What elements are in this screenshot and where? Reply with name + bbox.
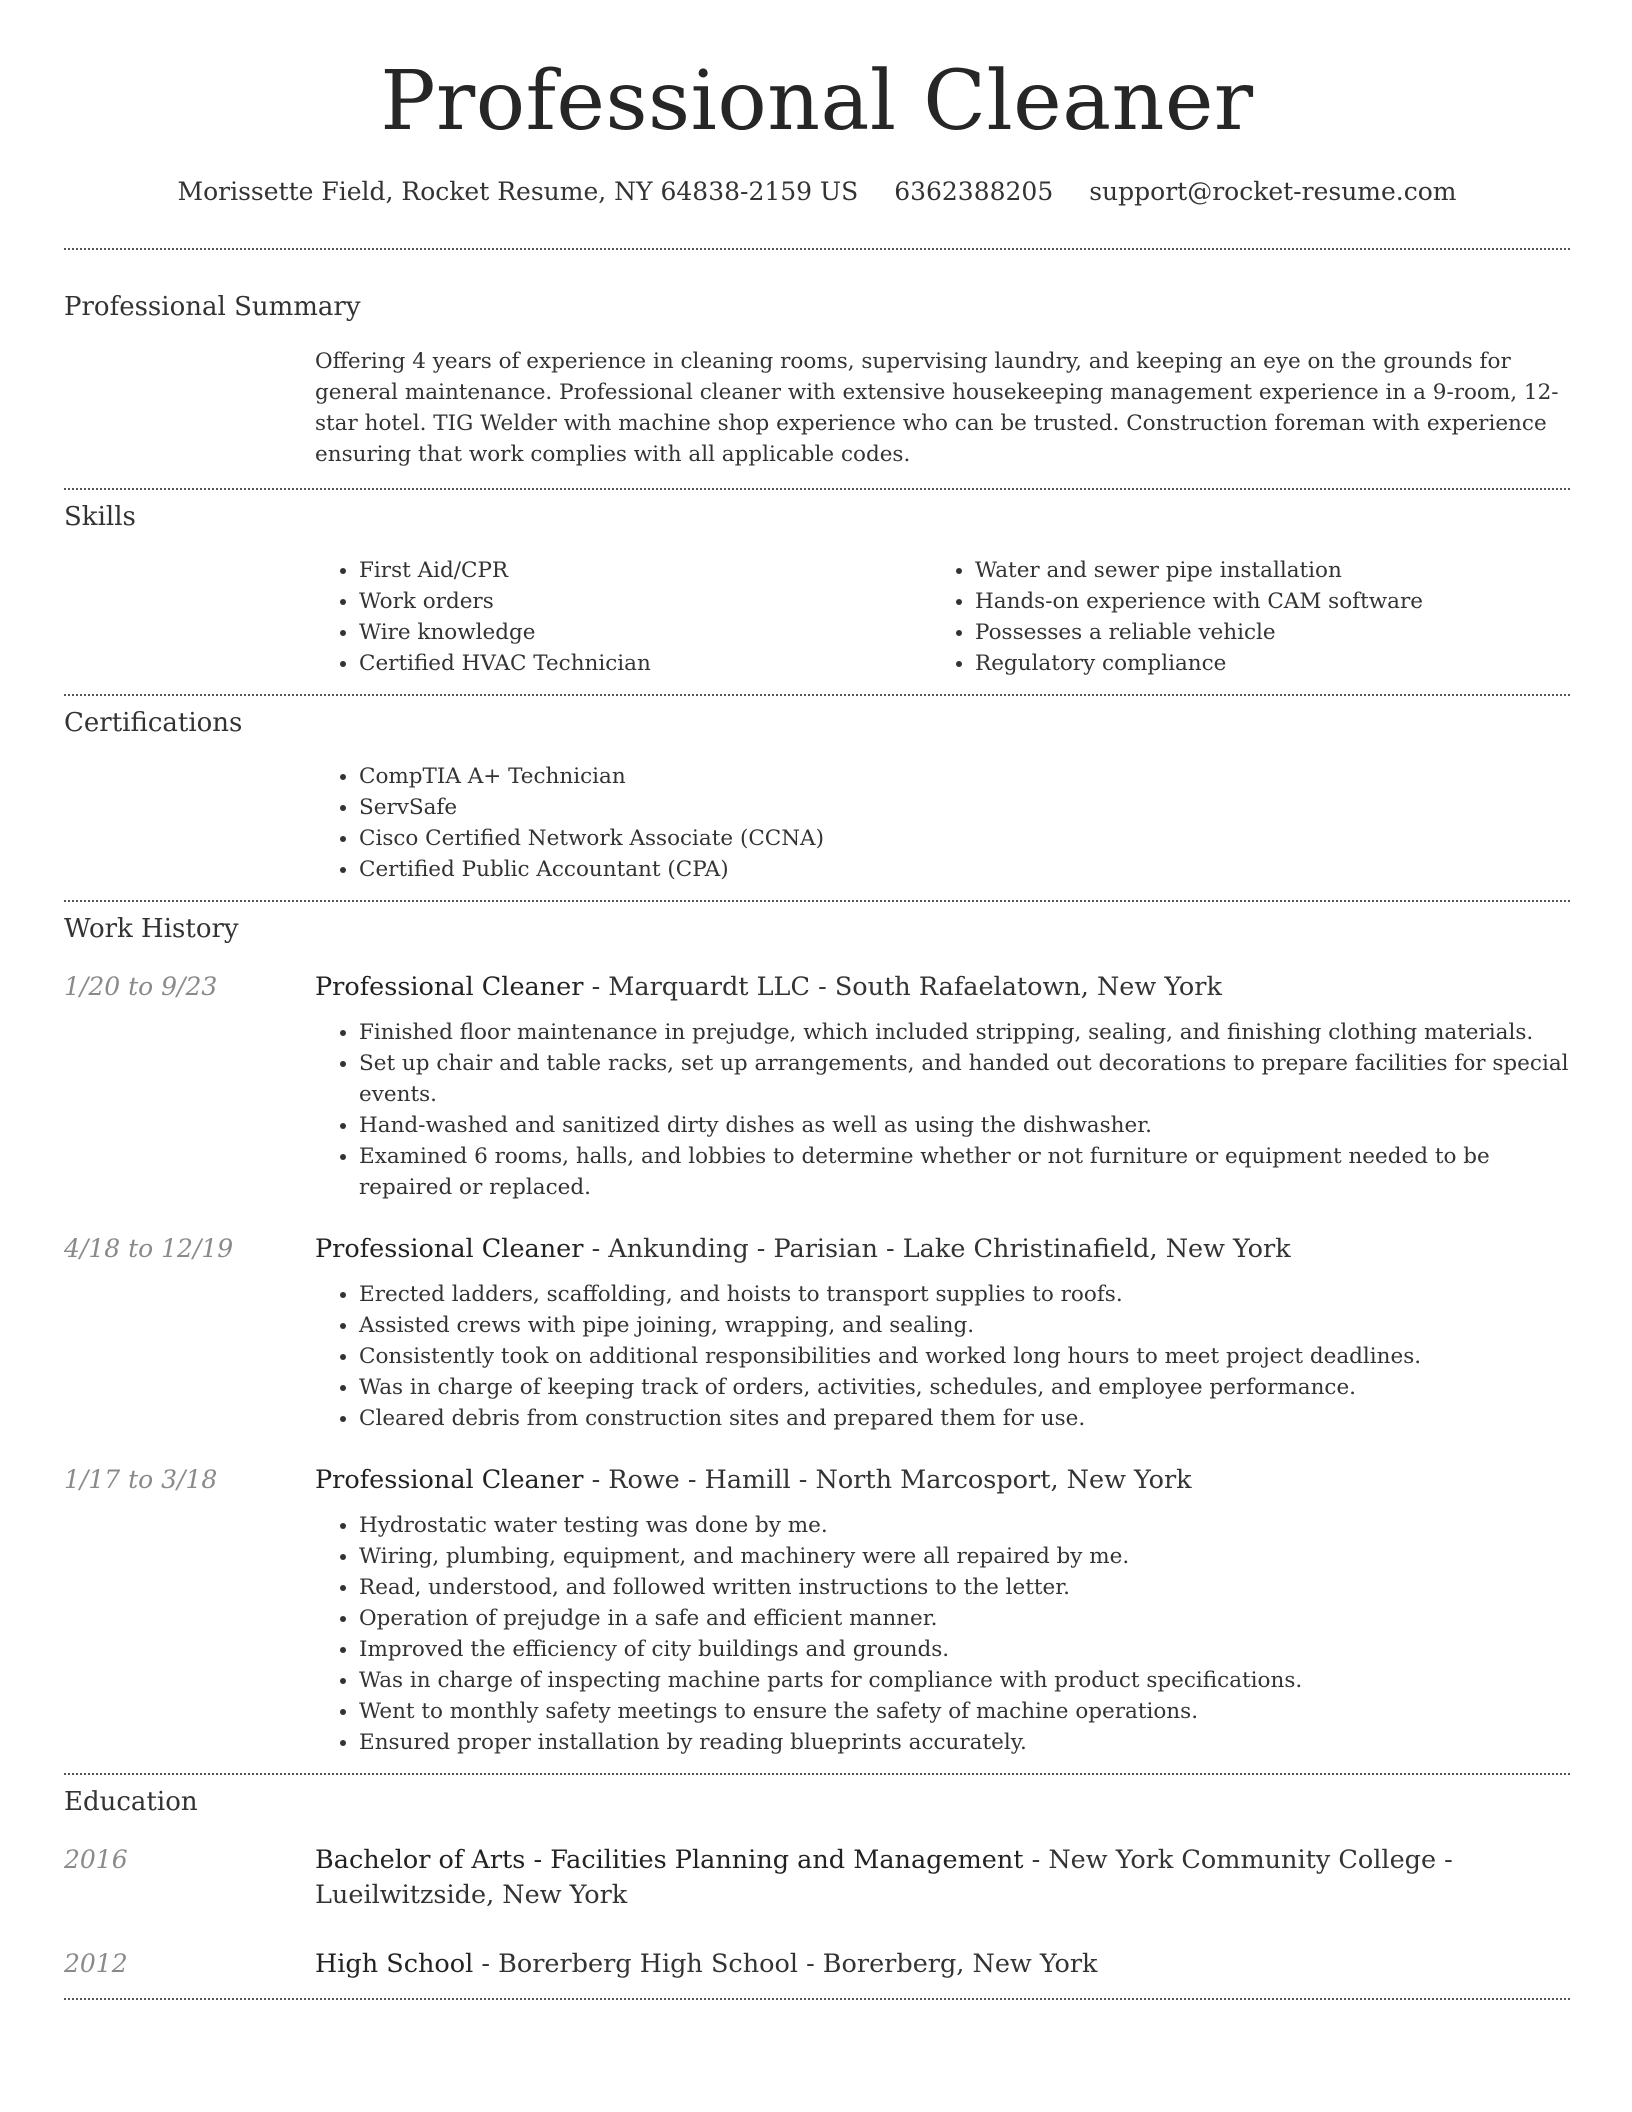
- contact-email: support@rocket-resume.com: [1089, 177, 1457, 206]
- divider: [64, 1998, 1570, 2000]
- skills-list: [315, 555, 1570, 679]
- job-bullet: • Consistently took on additional responsibilities and worked long hours to meet project deadlines.: [359, 1341, 1570, 1372]
- job-bullet: • Erected ladders, scaffolding, and hoists to transport supplies to roofs.: [359, 1279, 1570, 1310]
- education-entry: [64, 1947, 1570, 1982]
- job-bullets: [315, 1017, 1570, 1203]
- divider: [64, 1773, 1570, 1775]
- job-bullet: • Improved the efficiency of city buildings and grounds.: [359, 1634, 1570, 1665]
- divider: [64, 694, 1570, 696]
- job-heading: [315, 970, 1222, 1005]
- education-school: - New York Community College - Lueilwitzside, New York: [315, 1845, 1453, 1910]
- job-bullets: [315, 1510, 1570, 1758]
- job-bullet: • Assisted crews with pipe joining, wrapping, and sealing.: [359, 1310, 1570, 1341]
- job-bullet: • Finished floor maintenance in prejudge, which included stripping, sealing, and finishing clothing materials.: [359, 1017, 1570, 1048]
- skill-item: • Regulatory compliance: [975, 648, 1547, 679]
- education-heading: [315, 1843, 1570, 1913]
- summary-text: Offering 4 years of experience in cleaning rooms, supervising laundry, and keeping an eye on the grounds for general maintenance. Professional cleaner with extensive housekeeping management experience in a 9-room, 12-star hotel. TIG Welder with machine shop experience who can be trusted. Construction foreman with experience ensuring that work complies with all applicable codes.: [315, 349, 1559, 467]
- job-bullet: • Wiring, plumbing, equipment, and machinery were all repaired by me.: [359, 1541, 1570, 1572]
- skills-column-left: [315, 555, 931, 679]
- job-heading: [315, 1463, 1192, 1498]
- job-role: Professional Cleaner: [315, 1465, 584, 1495]
- skill-item: • First Aid/CPR: [359, 555, 931, 586]
- resume-page: [64, 0, 1570, 2000]
- certification-item: • ServSafe: [359, 792, 1570, 823]
- skill-item: • Wire knowledge: [359, 617, 931, 648]
- certifications-list: [315, 761, 1570, 885]
- education-year: 2012: [64, 1949, 128, 1978]
- contact-address: Morissette Field, Rocket Resume, NY 64838-2159 US: [177, 177, 859, 206]
- certification-item: • CompTIA A+ Technician: [359, 761, 1570, 792]
- job-bullet: • Set up chair and table racks, set up arrangements, and handed out decorations to prepare facilities for special events.: [359, 1048, 1570, 1110]
- job-dates: 1/20 to 9/23: [64, 972, 218, 1001]
- education-year: 2016: [64, 1845, 128, 1874]
- job-dates: 1/17 to 3/18: [64, 1465, 218, 1494]
- job-bullet: • Was in charge of inspecting machine parts for compliance with product specifications.: [359, 1665, 1570, 1696]
- job-entry: [64, 1463, 1570, 1498]
- job-employer: - Rowe - Hamill - North Marcosport, New York: [583, 1465, 1192, 1495]
- education-heading: [315, 1947, 1097, 1982]
- work-history-title: Work History: [64, 914, 239, 944]
- education-degree: Bachelor of Arts - Facilities Planning and Management: [315, 1845, 1024, 1875]
- skill-item: • Possesses a reliable vehicle: [975, 617, 1547, 648]
- job-bullet: • Cleared debris from construction sites and prepared them for use.: [359, 1403, 1570, 1434]
- education-entry: [64, 1843, 1570, 1913]
- job-bullets: [315, 1279, 1570, 1434]
- resume-name: Professional Cleaner: [380, 54, 1254, 149]
- job-role: Professional Cleaner: [315, 1234, 584, 1264]
- divider: [64, 900, 1570, 902]
- job-entry: [64, 1232, 1570, 1267]
- job-bullet: • Went to monthly safety meetings to ensure the safety of machine operations.: [359, 1696, 1570, 1727]
- job-bullet: • Read, understood, and followed written instructions to the letter.: [359, 1572, 1570, 1603]
- skill-item: • Certified HVAC Technician: [359, 648, 931, 679]
- certification-item: • Certified Public Accountant (CPA): [359, 854, 1570, 885]
- skill-item: • Work orders: [359, 586, 931, 617]
- summary-title: Professional Summary: [64, 292, 361, 322]
- job-bullet: • Examined 6 rooms, halls, and lobbies to determine whether or not furniture or equipment needed to be repaired or replaced.: [359, 1141, 1570, 1203]
- certifications-title: Certifications: [64, 708, 243, 738]
- divider: [64, 488, 1570, 490]
- job-dates: 4/18 to 12/19: [64, 1234, 234, 1263]
- education-degree: High School: [315, 1949, 474, 1979]
- job-bullet: • Was in charge of keeping track of orders, activities, schedules, and employee performance.: [359, 1372, 1570, 1403]
- certification-item: • Cisco Certified Network Associate (CCNA): [359, 823, 1570, 854]
- skills-column-right: [931, 555, 1547, 679]
- education-title: Education: [64, 1787, 198, 1817]
- education-school: - Borerberg High School - Borerberg, New York: [473, 1949, 1098, 1979]
- job-role: Professional Cleaner: [315, 972, 584, 1002]
- job-bullet: • Operation of prejudge in a safe and efficient manner.: [359, 1603, 1570, 1634]
- job-employer: - Ankunding - Parisian - Lake Christinafield, New York: [583, 1234, 1291, 1264]
- job-heading: [315, 1232, 1291, 1267]
- job-bullet: • Hydrostatic water testing was done by me.: [359, 1510, 1570, 1541]
- job-employer: - Marquardt LLC - South Rafaelatown, New York: [583, 972, 1222, 1002]
- job-bullet: • Ensured proper installation by reading blueprints accurately.: [359, 1727, 1570, 1758]
- contact-line: [64, 176, 1570, 208]
- job-entry: [64, 970, 1570, 1005]
- job-bullet: • Hand-washed and sanitized dirty dishes as well as using the dishwasher.: [359, 1110, 1570, 1141]
- divider: [64, 248, 1570, 250]
- contact-phone: 6362388205: [894, 177, 1054, 206]
- skill-item: • Hands-on experience with CAM software: [975, 586, 1547, 617]
- skills-title: Skills: [64, 502, 136, 532]
- skill-item: • Water and sewer pipe installation: [975, 555, 1547, 586]
